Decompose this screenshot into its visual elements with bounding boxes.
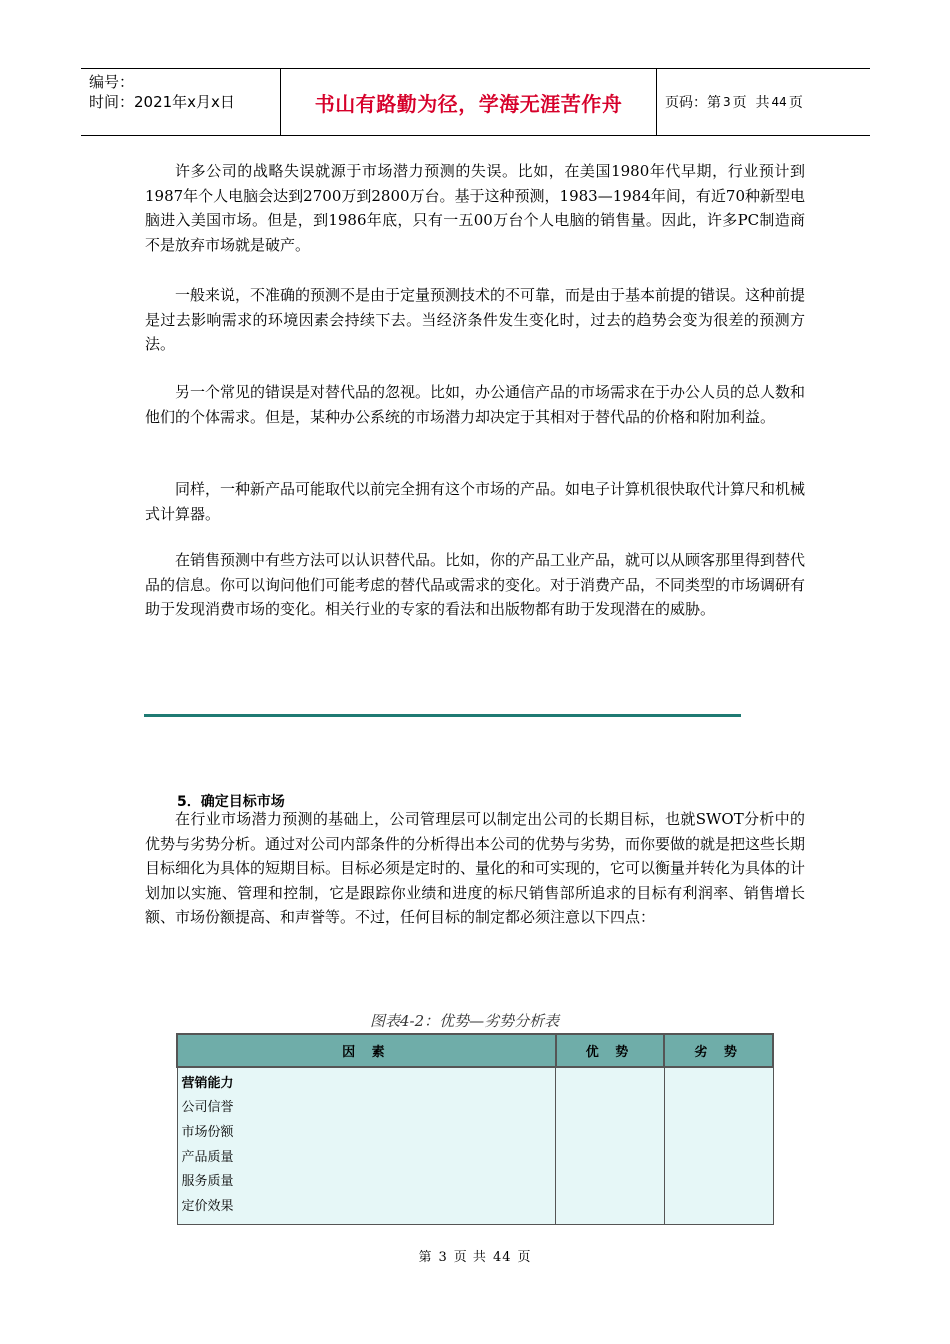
paragraph-4: 同样，一种新产品可能取代以前完全拥有这个市场的产品。如电子计算机很快取代计算尺和机械式计算器。 xyxy=(145,480,806,523)
header-motto-cell xyxy=(281,69,657,135)
header-number-label: 编号： xyxy=(89,73,135,91)
header-time-label: 时间：2021年x月x日 xyxy=(89,93,235,111)
header-page-mid: 页 共 xyxy=(732,95,770,111)
footer-mid: 页 共 xyxy=(453,1250,487,1265)
page-footer xyxy=(0,1246,950,1265)
factor-item: 公司信誉 xyxy=(181,1100,234,1115)
weaknesses-cell xyxy=(664,1067,773,1224)
factor-item: 产品质量 xyxy=(181,1149,234,1165)
factor-item: 服务质量 xyxy=(181,1174,234,1190)
section-title: 5．确定目标市场 xyxy=(177,794,285,810)
header-page-info xyxy=(657,69,870,135)
section-paragraph: 在行业市场潜力预测的基础上，公司管理层可以制定出公司的长期目标，也就SWOT分析中的优势与劣势分析。通过对公司内部条件的分析得出本公司的优势与劣势，而你要做的就是把这些长期目标细化为具体的短期目标。目标必须是定时的、量化的和可实现的，它可以衡量并转化为具体的计划加以实施、管理和控制，它是跟踪你业绩和进度的标尺销售部所追求的目标有利润率、销售增长额、市场份额提高、和声誉等。不过，任何目标的制定都必须注意以下四点： xyxy=(145,810,806,927)
factor-group-title: 营销能力 xyxy=(181,1076,234,1091)
paragraph-3: 另一个常见的错误是对替代品的忽视。比如，办公通信产品的市场需求在于办公人员的总人数和他们的个体需求。但是，某种办公系统的市场潜力却决定于其相对于替代品的价格和附加利益。 xyxy=(145,383,806,426)
paragraph-1: 许多公司的战略失误就源于市场潜力预测的失误。比如，在美国1980年代早期，行业预计到1987年个人电脑会达到2700万到2800万台。基于这种预测，1983—1984年间，有近70种新型电脑进入美国市场。但是，到1986年底，只有一五00万台个人电脑的销售量。因此，许多PC制造商不是放弃市场就是破产。 xyxy=(145,162,805,254)
footer-current: 3 xyxy=(438,1250,448,1265)
header-page-prefix: 页码：第 xyxy=(665,95,721,111)
header-page-total: 44 xyxy=(771,95,787,109)
header-page-current: 3 xyxy=(723,95,731,109)
footer-suffix: 页 xyxy=(517,1250,532,1265)
page-header xyxy=(81,68,870,136)
swot-table xyxy=(176,1033,774,1225)
factor-item: 定价效果 xyxy=(181,1199,234,1215)
footer-total: 44 xyxy=(492,1250,512,1265)
table-caption: 图表4-2：优势—劣势分析表 xyxy=(370,1012,560,1030)
header-motto: 书山有路勤为径，学海无涯苦作舟 xyxy=(314,91,623,116)
table-header-row xyxy=(177,1034,773,1067)
factor-item: 市场份额 xyxy=(181,1124,234,1140)
table-row xyxy=(177,1067,773,1224)
paragraph-5: 在销售预测中有些方法可以认识替代品。比如，你的产品工业产品，就可以从顾客那里得到替代品的信息。你可以询问他们可能考虑的替代品或需求的变化。对于消费产品，不同类型的市场调研有助于发现消费市场的变化。相关行业的专家的看法和出版物都有助于发现潜在的威胁。 xyxy=(145,551,806,619)
header-factors: 因 素 xyxy=(177,1034,556,1067)
strengths-cell xyxy=(556,1067,665,1224)
footer-prefix: 第 xyxy=(418,1250,433,1265)
header-weaknesses: 劣 势 xyxy=(664,1034,773,1067)
header-page-suffix: 页 xyxy=(788,95,803,111)
header-meta xyxy=(81,69,281,135)
paragraph-2: 一般来说，不准确的预测不是由于定量预测技术的不可靠，而是由于基本前提的错误。这种前提是过去影响需求的环境因素会持续下去。当经济条件发生变化时，过去的趋势会变为很差的预测方法。 xyxy=(145,286,806,354)
section-divider xyxy=(144,714,741,717)
factors-cell xyxy=(177,1067,556,1224)
header-strengths: 优 势 xyxy=(556,1034,665,1067)
